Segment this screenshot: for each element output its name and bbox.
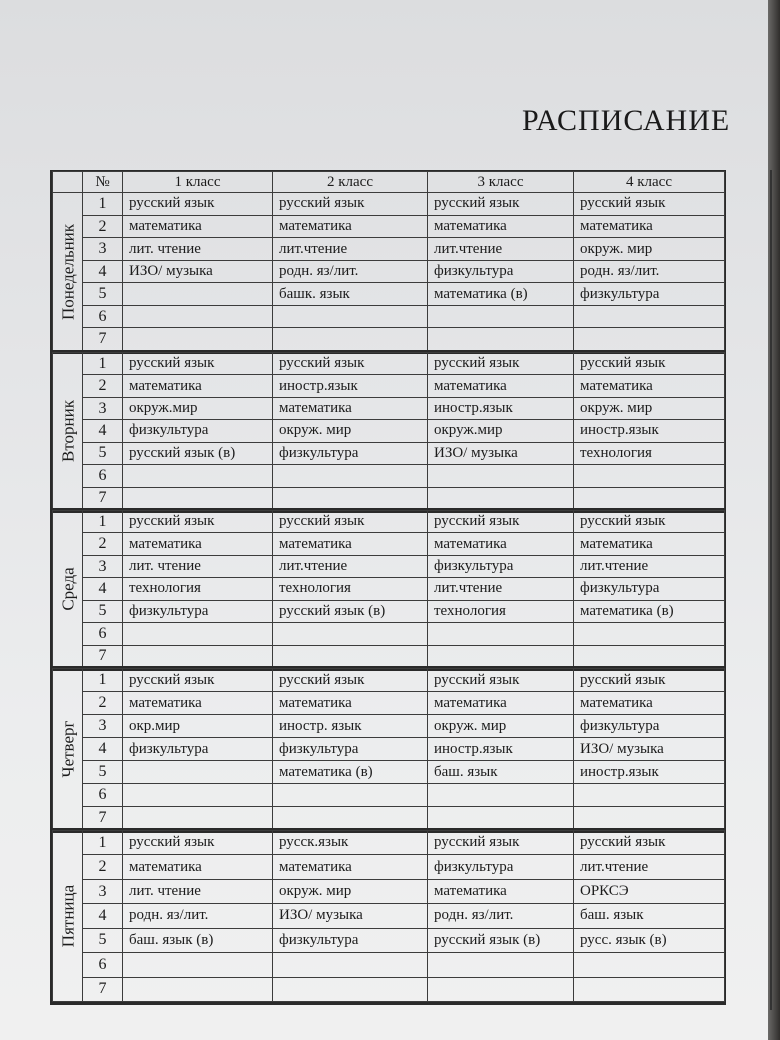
lesson-number: 3 [83, 715, 123, 738]
lesson-number: 2 [83, 692, 123, 715]
subject-cell [123, 977, 273, 1001]
subject-cell [428, 465, 574, 487]
subject-cell: русский язык [273, 511, 428, 533]
lesson-row [53, 738, 725, 761]
lesson-row [53, 578, 725, 600]
lesson-row [53, 283, 725, 306]
lesson-row [53, 600, 725, 622]
lesson-row [53, 623, 725, 645]
subject-cell: математика [123, 533, 273, 555]
lesson-row [53, 533, 725, 555]
subject-cell [273, 305, 428, 328]
lesson-row [53, 953, 725, 977]
lesson-row [53, 855, 725, 879]
subject-cell [273, 465, 428, 487]
subject-cell: математика [428, 215, 574, 238]
subject-cell [428, 623, 574, 645]
subject-cell [428, 953, 574, 977]
subject-cell: русский язык [428, 669, 574, 692]
subject-cell [428, 977, 574, 1001]
subject-cell [123, 328, 273, 351]
lesson-number: 4 [83, 904, 123, 928]
subject-cell: ОРКСЭ [574, 879, 725, 903]
subject-cell [574, 465, 725, 487]
lesson-number: 6 [83, 784, 123, 807]
lesson-row [53, 305, 725, 328]
subject-cell: русский язык [428, 193, 574, 216]
lesson-row [53, 831, 725, 855]
subject-cell: математика [273, 533, 428, 555]
subject-cell: физкультура [428, 855, 574, 879]
subject-cell: русский язык [574, 831, 725, 855]
subject-cell: технология [123, 578, 273, 600]
subject-cell: математика [273, 215, 428, 238]
subject-cell [574, 807, 725, 830]
lesson-row [53, 761, 725, 784]
subject-cell: русский язык [428, 511, 574, 533]
subject-cell: иностр.язык [273, 375, 428, 397]
subject-cell: окруж.мир [123, 397, 273, 419]
lesson-number: 2 [83, 375, 123, 397]
subject-cell [428, 487, 574, 509]
subject-cell [428, 645, 574, 667]
lesson-row [53, 715, 725, 738]
subject-cell: родн. яз/лит. [273, 260, 428, 283]
lesson-row [53, 511, 725, 533]
subject-cell: баш. язык (в) [123, 928, 273, 952]
subject-cell: математика [574, 215, 725, 238]
subject-cell: математика [574, 375, 725, 397]
subject-cell: родн. яз/лит. [428, 904, 574, 928]
subject-cell [428, 328, 574, 351]
subject-cell: физкультура [123, 600, 273, 622]
subject-cell: иностр. язык [273, 715, 428, 738]
subject-cell [428, 807, 574, 830]
subject-cell [123, 305, 273, 328]
subject-cell [123, 487, 273, 509]
day-table [52, 830, 725, 1002]
class-header: 2 класс [273, 172, 428, 193]
subject-cell: русский язык [123, 831, 273, 855]
subject-cell: русский язык [574, 511, 725, 533]
subject-cell [273, 953, 428, 977]
subject-cell [273, 328, 428, 351]
subject-cell: математика [123, 375, 273, 397]
lesson-row [53, 977, 725, 1001]
lesson-row [53, 238, 725, 261]
day-cell [53, 353, 83, 510]
lesson-row [53, 353, 725, 375]
subject-cell [428, 784, 574, 807]
subject-cell: ИЗО/ музыка [273, 904, 428, 928]
subject-cell [123, 953, 273, 977]
corner-cell [53, 172, 83, 193]
lesson-number: 4 [83, 420, 123, 442]
day-cell [53, 669, 83, 830]
day-name: Пятница [58, 884, 77, 948]
subject-cell: иностр.язык [574, 761, 725, 784]
subject-cell: окр.мир [123, 715, 273, 738]
subject-cell: физкультура [273, 928, 428, 952]
subject-cell: русский язык [123, 511, 273, 533]
lesson-row [53, 465, 725, 487]
day-block [50, 350, 726, 513]
day-cell [53, 193, 83, 351]
day-block [50, 666, 726, 833]
subject-cell: родн. яз/лит. [123, 904, 273, 928]
lesson-number: 1 [83, 193, 123, 216]
subject-cell: ИЗО/ музыка [428, 442, 574, 464]
subject-cell: ИЗО/ музыка [123, 260, 273, 283]
subject-cell [574, 328, 725, 351]
day-name: Вторник [58, 400, 77, 462]
subject-cell: лит.чтение [574, 555, 725, 577]
lesson-number: 1 [83, 511, 123, 533]
subject-cell [273, 807, 428, 830]
lesson-number: 3 [83, 397, 123, 419]
subject-cell: иностр.язык [574, 420, 725, 442]
subject-cell: окруж. мир [574, 397, 725, 419]
subject-cell [123, 465, 273, 487]
day-table [52, 668, 725, 830]
subject-cell: русский язык [428, 353, 574, 375]
lesson-row [53, 555, 725, 577]
subject-cell [123, 784, 273, 807]
day-cell [53, 831, 83, 1002]
subject-cell [574, 487, 725, 509]
header-row [53, 172, 725, 193]
subject-cell: математика [574, 533, 725, 555]
subject-cell: математика (в) [273, 761, 428, 784]
subject-cell: русский язык [123, 353, 273, 375]
subject-cell: физкультура [574, 283, 725, 306]
lesson-row [53, 328, 725, 351]
subject-cell [123, 761, 273, 784]
lesson-number: 1 [83, 669, 123, 692]
subject-cell: окруж. мир [428, 715, 574, 738]
subject-cell: ИЗО/ музыка [574, 738, 725, 761]
lesson-row [53, 442, 725, 464]
subject-cell: физкультура [574, 578, 725, 600]
subject-cell: математика [428, 692, 574, 715]
subject-cell [123, 283, 273, 306]
subject-cell: окруж. мир [273, 420, 428, 442]
subject-cell: лит. чтение [123, 238, 273, 261]
subject-cell: технология [273, 578, 428, 600]
lesson-row [53, 193, 725, 216]
day-name: Среда [58, 567, 77, 611]
lesson-row [53, 375, 725, 397]
day-table [52, 510, 725, 668]
lesson-number: 5 [83, 761, 123, 784]
lesson-number: 7 [83, 328, 123, 351]
subject-cell: русский язык [574, 669, 725, 692]
subject-cell: русский язык [428, 831, 574, 855]
subject-cell [574, 645, 725, 667]
subject-cell: баш. язык [574, 904, 725, 928]
lesson-number: 4 [83, 738, 123, 761]
subject-cell [574, 953, 725, 977]
subject-cell: физкультура [123, 420, 273, 442]
lesson-number: 3 [83, 238, 123, 261]
lesson-row [53, 669, 725, 692]
subject-cell [574, 784, 725, 807]
subject-cell: русский язык [273, 353, 428, 375]
lesson-row [53, 807, 725, 830]
subject-cell: русский язык [123, 193, 273, 216]
lesson-number: 2 [83, 533, 123, 555]
subject-cell [123, 807, 273, 830]
subject-cell [574, 623, 725, 645]
lesson-row [53, 420, 725, 442]
subject-cell: математика [574, 692, 725, 715]
lesson-number: 7 [83, 977, 123, 1001]
subject-cell: лит.чтение [428, 238, 574, 261]
lesson-row [53, 784, 725, 807]
class-header: 3 класс [428, 172, 574, 193]
day-name: Понедельник [58, 223, 77, 320]
lesson-number: 1 [83, 353, 123, 375]
subject-cell: окруж. мир [273, 879, 428, 903]
class-header: 4 класс [574, 172, 725, 193]
subject-cell [123, 623, 273, 645]
lesson-number: 7 [83, 645, 123, 667]
subject-cell: русский язык [123, 669, 273, 692]
subject-cell: физкультура [428, 260, 574, 283]
subject-cell: башк. язык [273, 283, 428, 306]
subject-cell: математика (в) [574, 600, 725, 622]
subject-cell: математика (в) [428, 283, 574, 306]
subject-cell: физкультура [428, 555, 574, 577]
subject-cell: окруж.мир [428, 420, 574, 442]
lesson-number: 4 [83, 260, 123, 283]
subject-cell: математика [273, 397, 428, 419]
page-title: РАСПИСАНИЕ [522, 104, 731, 137]
subject-cell: русский язык (в) [273, 600, 428, 622]
subject-cell: математика [428, 375, 574, 397]
lesson-number: 6 [83, 953, 123, 977]
subject-cell: математика [123, 855, 273, 879]
subject-cell: лит.чтение [428, 578, 574, 600]
subject-cell: лит.чтение [574, 855, 725, 879]
subject-cell: родн. яз/лит. [574, 260, 725, 283]
subject-cell: математика [123, 215, 273, 238]
subject-cell [273, 977, 428, 1001]
lesson-number: 3 [83, 555, 123, 577]
lesson-number: 7 [83, 487, 123, 509]
subject-cell [574, 977, 725, 1001]
subject-cell: русский язык [273, 193, 428, 216]
lesson-row [53, 904, 725, 928]
lesson-row [53, 487, 725, 509]
lesson-number: 4 [83, 578, 123, 600]
subject-cell: иностр.язык [428, 738, 574, 761]
day-block [50, 828, 726, 1005]
subject-cell: русский язык (в) [428, 928, 574, 952]
subject-cell: русский язык (в) [123, 442, 273, 464]
lesson-row [53, 397, 725, 419]
lesson-row [53, 879, 725, 903]
day-name: Четверг [58, 720, 77, 778]
lesson-number: 6 [83, 465, 123, 487]
subject-cell: окруж. мир [574, 238, 725, 261]
lesson-number: 7 [83, 807, 123, 830]
lesson-number: 5 [83, 928, 123, 952]
lesson-number-header: № [83, 172, 123, 193]
subject-cell: математика [123, 692, 273, 715]
subject-cell: русский язык [574, 353, 725, 375]
lesson-number: 2 [83, 855, 123, 879]
lesson-row [53, 645, 725, 667]
day-table [52, 352, 725, 510]
lesson-number: 5 [83, 283, 123, 306]
lesson-row [53, 215, 725, 238]
subject-cell [428, 305, 574, 328]
subject-cell: математика [273, 692, 428, 715]
subject-cell: русский язык [574, 193, 725, 216]
lesson-number: 5 [83, 442, 123, 464]
subject-cell: математика [428, 533, 574, 555]
subject-cell: русский язык [273, 669, 428, 692]
day-cell [53, 511, 83, 668]
lesson-row [53, 928, 725, 952]
day-block [50, 170, 726, 354]
subject-cell [123, 645, 273, 667]
lesson-number: 1 [83, 831, 123, 855]
subject-cell: лит. чтение [123, 879, 273, 903]
subject-cell: лит. чтение [123, 555, 273, 577]
lesson-number: 6 [83, 305, 123, 328]
lesson-row [53, 260, 725, 283]
subject-cell [273, 487, 428, 509]
lesson-number: 6 [83, 623, 123, 645]
subject-cell: иностр.язык [428, 397, 574, 419]
subject-cell: физкультура [273, 442, 428, 464]
subject-cell: технология [574, 442, 725, 464]
subject-cell: физкультура [273, 738, 428, 761]
subject-cell: русск.язык [273, 831, 428, 855]
subject-cell: математика [273, 855, 428, 879]
lesson-row [53, 692, 725, 715]
subject-cell: баш. язык [428, 761, 574, 784]
subject-cell: физкультура [574, 715, 725, 738]
subject-cell: русс. язык (в) [574, 928, 725, 952]
subject-cell: математика [428, 879, 574, 903]
day-block [50, 508, 726, 671]
subject-cell [574, 305, 725, 328]
class-header: 1 класс [123, 172, 273, 193]
adjacent-sheet-edge [770, 170, 780, 1010]
subject-cell [273, 645, 428, 667]
subject-cell [273, 784, 428, 807]
lesson-number: 2 [83, 215, 123, 238]
subject-cell: лит.чтение [273, 555, 428, 577]
subject-cell [273, 623, 428, 645]
subject-cell: лит.чтение [273, 238, 428, 261]
lesson-number: 5 [83, 600, 123, 622]
day-table [52, 171, 725, 351]
lesson-number: 3 [83, 879, 123, 903]
subject-cell: физкультура [123, 738, 273, 761]
subject-cell: технология [428, 600, 574, 622]
